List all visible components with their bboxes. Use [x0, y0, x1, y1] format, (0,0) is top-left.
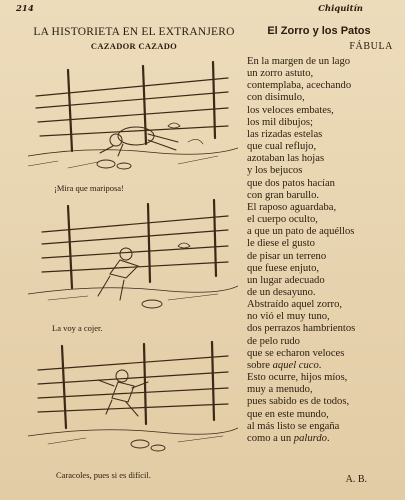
poem-line: Abstraído aquel zorro, — [247, 299, 343, 311]
poem-line: En la margen de un lago — [247, 56, 351, 67]
publication-name: Chiquitín — [318, 4, 363, 14]
poem-line: Esto ocurre, hijos míos, — [247, 372, 348, 384]
poem-line: El raposo aguardaba, — [247, 201, 337, 213]
page-number: 214 — [16, 4, 34, 14]
poem-line: le diese el gusto — [247, 238, 315, 250]
poem-line-text: sobre — [247, 359, 273, 371]
poem-line: las rizadas estelas — [247, 128, 323, 140]
caption-panel-2: La voy a cojer. — [52, 323, 103, 333]
poem-line: de un desayuno. — [247, 286, 316, 298]
poem-line: a que un pato de aquéllos — [247, 226, 355, 238]
poem-line: contemplaba, acechando — [247, 80, 352, 92]
poem-line: que fuese enjuto, — [247, 262, 320, 274]
fable-label: FÁBULA — [349, 41, 393, 52]
fable-text — [247, 56, 397, 445]
poem-line: pues sabido es de todos, — [247, 396, 350, 408]
poem-line: de pisar un terreno — [247, 250, 327, 262]
comic-section-title: LA HISTORIETA EN EL EXTRANJERO — [33, 26, 235, 38]
poem-line: de pelo rudo — [247, 335, 300, 347]
poem-line: el cuerpo oculto, — [247, 214, 318, 226]
page-header — [0, 4, 405, 18]
poem-line: con disimulo, — [247, 92, 305, 104]
poem-line: los mil dibujos; — [247, 116, 313, 128]
caption-panel-1: ¡Mira que mariposa! — [54, 183, 124, 193]
comic-panel-3 — [28, 340, 238, 464]
poem-line: azotaban las hojas — [247, 153, 325, 165]
poem-line: que dos patos hacían — [247, 177, 335, 189]
poem-line: y los bejucos — [247, 165, 303, 177]
comic-panel-1 — [28, 56, 238, 180]
poem-line-italic: palurdo — [293, 432, 327, 444]
poem-line: con gran barullo. — [247, 189, 320, 201]
poem-line-text: . — [326, 432, 330, 444]
poem-line: que en este mundo, — [247, 408, 329, 420]
poem-line-italic: aquel cuco — [272, 359, 319, 371]
poem-line-text: como a un — [247, 432, 294, 444]
caption-panel-3: Caracoles, pues si es difícil. — [56, 470, 151, 480]
poem-line: muy a menudo, — [247, 384, 313, 396]
fable-author: A. B. — [345, 474, 367, 485]
comic-title: CAZADOR CAZADO — [90, 41, 178, 51]
poem-line: que cual reflujo, — [247, 141, 317, 153]
poem-line: los veloces embates, — [247, 104, 334, 116]
poem-line: dos perrazos hambrientos — [247, 323, 356, 335]
poem-line — [247, 433, 397, 445]
poem-line: un zorro astuto, — [247, 68, 314, 80]
poem-line: que se echaron veloces — [247, 347, 345, 359]
fable-title: El Zorro y los Patos — [267, 25, 371, 37]
poem-line — [247, 360, 397, 372]
poem-line: no vió el muy tuno, — [247, 311, 330, 323]
poem-line: al más listo se engaña — [247, 420, 340, 432]
comic-panel-2 — [28, 196, 238, 320]
poem-line: un lugar adecuado — [247, 274, 325, 286]
poem-line-text: . — [318, 359, 322, 371]
